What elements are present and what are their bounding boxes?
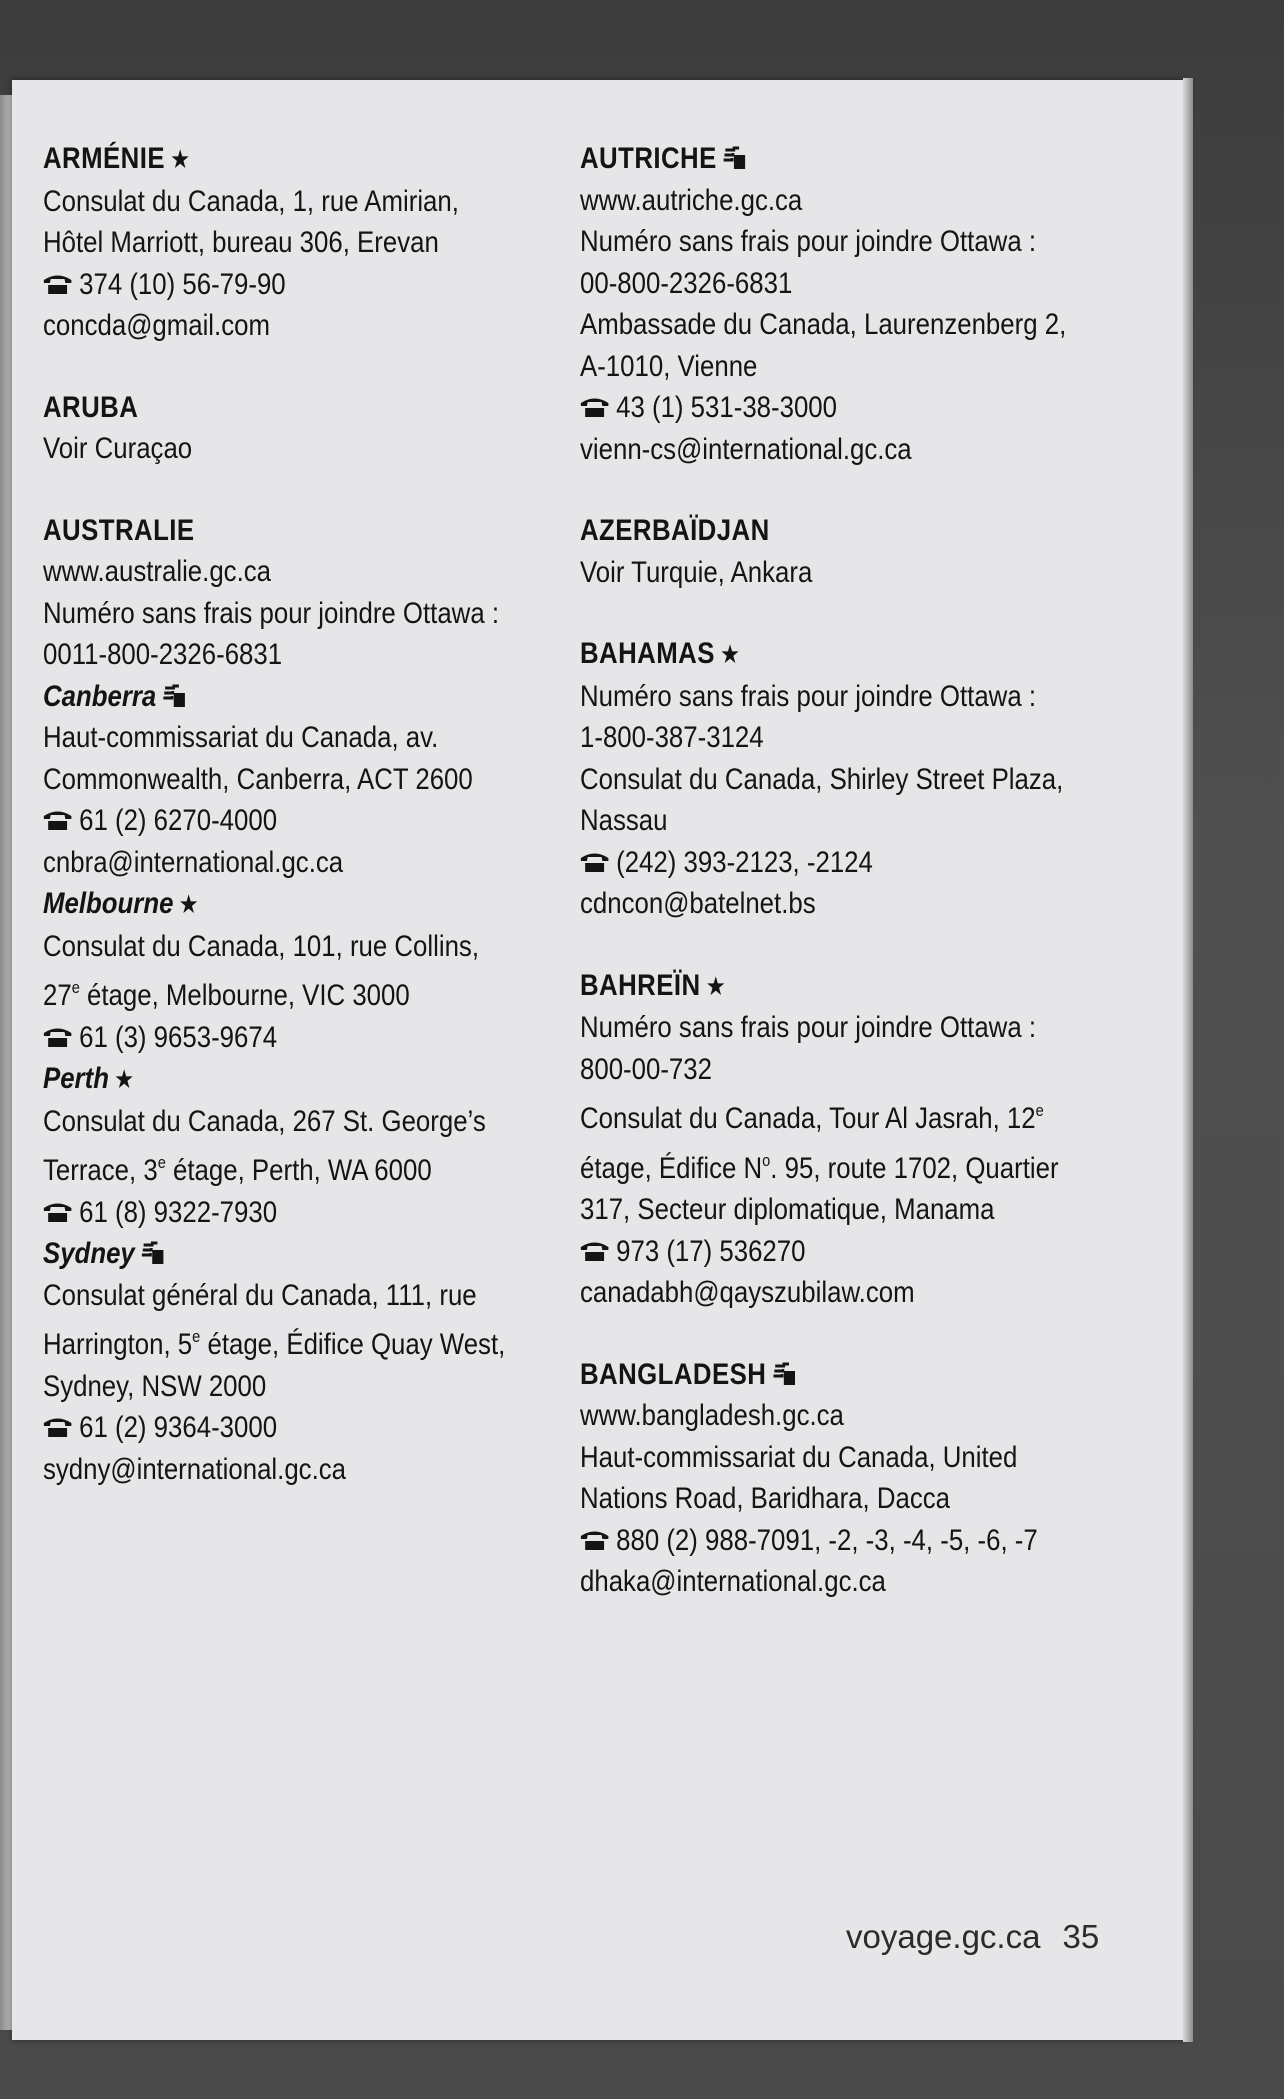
tollfree-number: 1-800-387-3124 xyxy=(580,721,764,754)
phone-icon xyxy=(43,809,72,831)
email-link[interactable]: sydny@international.gc.ca xyxy=(43,1452,346,1486)
website-link[interactable]: www.autriche.gc.ca xyxy=(580,183,803,217)
address-line: A-1010, Vienne xyxy=(580,349,758,383)
country-name: AZERBAÏDJAN xyxy=(580,514,770,547)
entry-australie xyxy=(43,510,506,1491)
country-name: BANGLADESH xyxy=(580,1357,767,1391)
phone-icon xyxy=(580,396,609,418)
address-line: Haut-commissariat du Canada, av. xyxy=(43,721,439,754)
address-line: Ambassade du Canada, Laurenzenberg 2, xyxy=(580,308,1067,341)
address-line: Consulat du Canada, 267 St. George’s xyxy=(43,1104,486,1138)
phone-line: 61 (2) 9364-3000 xyxy=(43,1407,490,1449)
handbag-icon xyxy=(140,1241,164,1265)
entry-bangladesh xyxy=(580,1354,1062,1603)
phone-icon xyxy=(43,273,72,295)
email-link[interactable]: concda@gmail.com xyxy=(43,309,270,342)
address-line: 27e étage, Melbourne, VIC 3000 xyxy=(43,978,410,1012)
phone-line: 61 (2) 6270-4000 xyxy=(43,800,490,842)
tollfree-number: 0011-800-2326-6831 xyxy=(43,638,283,671)
tollfree-number: 00-800-2326-6831 xyxy=(580,266,793,300)
address-line: Consulat du Canada, 1, rue Amirian, xyxy=(43,184,459,218)
phone-line: 880 (2) 988-7091, -2, -3, -4, -5, -6, -7 xyxy=(580,1520,1062,1562)
address-line: Nations Road, Baridhara, Dacca xyxy=(580,1482,951,1515)
address-line: Consulat du Canada, 101, rue Collins, xyxy=(43,929,480,963)
entry-autriche xyxy=(580,138,1067,470)
phone-icon xyxy=(43,1416,72,1438)
footer-website[interactable]: voyage.gc.ca xyxy=(846,1918,1041,1955)
address-line: Commonwealth, Canberra, ACT 2600 xyxy=(43,762,473,796)
address-line: Haut-commissariat du Canada, United xyxy=(580,1440,1018,1474)
country-name: ARUBA xyxy=(43,390,139,424)
address-line: Hôtel Marriott, bureau 306, Erevan xyxy=(43,226,439,259)
handbag-icon xyxy=(161,684,185,708)
address-line: Terrace, 3e étage, Perth, WA 6000 xyxy=(43,1153,432,1187)
country-name: AUSTRALIE xyxy=(43,513,195,547)
address-line: Nassau xyxy=(580,804,668,837)
address-line: Consulat du Canada, Tour Al Jasrah, 12e xyxy=(580,1101,1044,1135)
phone-line: 61 (3) 9653-9674 xyxy=(43,1017,490,1059)
entry-azerbaidjan xyxy=(580,510,1062,593)
phone-icon xyxy=(43,1201,72,1223)
handbag-icon xyxy=(771,1362,795,1386)
website-link[interactable]: www.australie.gc.ca xyxy=(43,555,271,588)
address-line: Sydney, NSW 2000 xyxy=(43,1369,267,1403)
email-link[interactable]: cnbra@international.gc.ca xyxy=(43,845,344,879)
address-line: Consulat du Canada, Shirley Street Plaza, xyxy=(580,762,1064,796)
phone-line: 973 (17) 536270 xyxy=(580,1231,1062,1273)
address-line: étage, Édifice $N^o$. 95, route 1702, Quartier xyxy=(580,1150,1059,1185)
address-line: Consulat général du Canada, 111, rue xyxy=(43,1278,477,1312)
entry-bahamas xyxy=(580,633,1062,925)
city-name: Melbourne xyxy=(43,887,174,920)
entry-bahrein xyxy=(580,965,1062,1314)
city-name: Perth xyxy=(43,1062,109,1095)
country-name: BAHREÏN xyxy=(580,968,701,1002)
phone-icon xyxy=(580,851,609,873)
phone-line: 61 (8) 9322-7930 xyxy=(43,1192,490,1234)
address-line: Harrington, 5e étage, Édifice Quay West, xyxy=(43,1327,506,1361)
left-column xyxy=(43,138,506,1530)
country-name: AUTRICHE xyxy=(580,142,717,175)
website-link[interactable]: www.bangladesh.gc.ca xyxy=(580,1399,844,1432)
phone-icon xyxy=(580,1240,609,1262)
phone-icon xyxy=(580,1529,609,1551)
country-name: ARMÉNIE xyxy=(43,142,165,175)
tollfree-number: 800-00-732 xyxy=(580,1052,712,1086)
address-line: 317, Secteur diplomatique, Manama xyxy=(580,1193,995,1226)
tollfree-label: Numéro sans frais pour joindre Ottawa : xyxy=(43,596,500,630)
phone-line: 374 (10) 56-79-90 xyxy=(43,264,490,306)
page-edge xyxy=(1183,78,1193,2042)
email-link[interactable]: cdncon@batelnet.bs xyxy=(580,887,816,920)
phone-line: (242) 393-2123, -2124 xyxy=(580,842,1062,884)
phone-line: 43 (1) 531-38-3000 xyxy=(580,387,1062,429)
star-icon: ★ xyxy=(705,970,726,1001)
entry-aruba xyxy=(43,387,490,470)
city-name: Sydney xyxy=(43,1237,135,1270)
star-icon: ★ xyxy=(720,639,741,669)
address-line: Voir Turquie, Ankara xyxy=(580,555,813,589)
star-icon: ★ xyxy=(114,1064,135,1094)
country-name: BAHAMAS xyxy=(580,637,715,670)
right-column xyxy=(580,138,1067,1643)
phone-icon xyxy=(43,1026,72,1048)
page-footer xyxy=(846,1918,1099,1956)
page-number: 35 xyxy=(1062,1918,1100,1955)
email-link[interactable]: vienn-cs@international.gc.ca xyxy=(580,432,912,466)
email-link[interactable]: canadabh@qayszubilaw.com xyxy=(580,1276,915,1309)
tollfree-label: Numéro sans frais pour joindre Ottawa : xyxy=(580,1011,1037,1044)
entry-armenie xyxy=(43,138,490,347)
tollfree-label: Numéro sans frais pour joindre Ottawa : xyxy=(580,225,1037,258)
handbag-icon xyxy=(722,146,746,170)
star-icon: ★ xyxy=(178,889,199,919)
tollfree-label: Numéro sans frais pour joindre Ottawa : xyxy=(580,679,1037,713)
email-link[interactable]: dhaka@international.gc.ca xyxy=(580,1565,886,1598)
star-icon: ★ xyxy=(170,144,191,174)
city-name: Canberra xyxy=(43,679,157,713)
address-line: Voir Curaçao xyxy=(43,432,193,465)
